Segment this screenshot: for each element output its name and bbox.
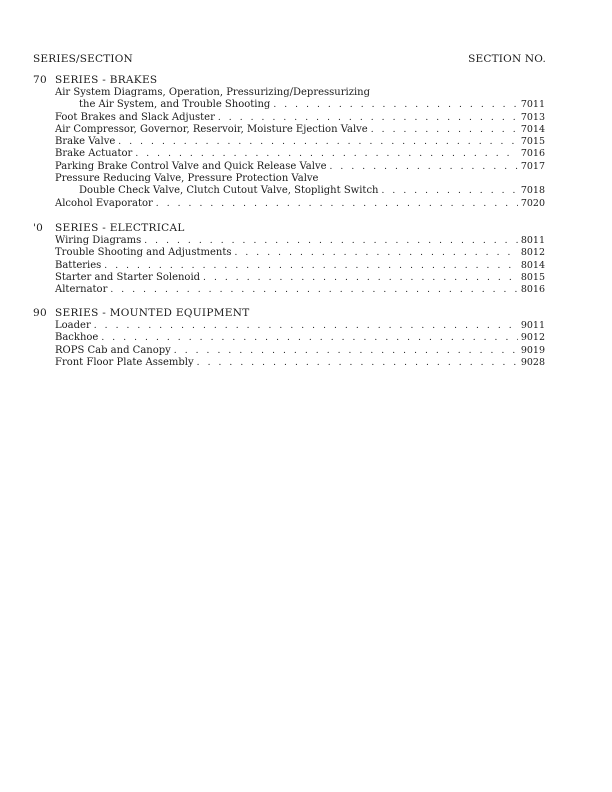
dot-leader xyxy=(273,99,517,111)
series-heading xyxy=(33,221,545,235)
toc-entry-label: Air Compressor, Governor, Reservoir, Moisture Ejection Valve xyxy=(55,123,368,135)
toc-entry xyxy=(33,235,545,247)
series-title: SERIES - BRAKES xyxy=(55,74,158,86)
dot-leader xyxy=(218,112,518,124)
dot-leader xyxy=(382,185,518,197)
column-header-section-no: SECTION NO. xyxy=(468,53,546,65)
toc-entry-section-number: 8011 xyxy=(520,235,545,246)
series-heading xyxy=(33,73,545,87)
series-number: 70 xyxy=(33,74,47,86)
toc-entry-label: Brake Actuator xyxy=(55,148,133,160)
dot-leader xyxy=(371,124,518,136)
toc-entry xyxy=(33,247,545,259)
toc-entry-label: Front Floor Plate Assembly xyxy=(55,356,194,368)
toc-entry-label: Alternator xyxy=(55,284,108,296)
column-header-series-section: SERIES/SECTION xyxy=(33,53,133,65)
series-brakes xyxy=(33,73,545,210)
series-number: '0 xyxy=(33,222,44,234)
toc-entry xyxy=(33,332,545,344)
series-title: SERIES - ELECTRICAL xyxy=(55,222,185,234)
toc-entry-section-number: 9012 xyxy=(520,332,545,344)
dot-leader xyxy=(118,136,518,148)
toc-entry xyxy=(33,272,545,284)
toc-entry-label: Wiring Diagrams xyxy=(55,235,142,246)
toc-entry-section-number: 7018 xyxy=(520,185,545,197)
dot-leader xyxy=(174,345,518,357)
toc-entry xyxy=(33,148,545,160)
toc-entry-section-number: 7014 xyxy=(520,123,545,135)
toc-entry-section-number: 8014 xyxy=(520,259,545,271)
toc-entry-label: Brake Valve xyxy=(55,136,116,148)
toc-entry xyxy=(33,357,545,369)
toc-entry-label: Backhoe xyxy=(55,332,99,344)
toc-entry xyxy=(33,99,545,111)
dot-leader xyxy=(203,272,518,284)
toc-entry-label: Starter and Starter Solenoid xyxy=(55,271,201,283)
dot-leader xyxy=(94,320,518,332)
toc-entry xyxy=(33,185,545,197)
toc-entry-section-number: 9011 xyxy=(520,320,545,331)
toc-entry xyxy=(33,198,545,210)
toc-entry xyxy=(33,124,545,136)
toc-entry-section-number: 8016 xyxy=(520,284,545,296)
series-heading xyxy=(33,306,545,320)
toc-entry-section-number: 7016 xyxy=(520,148,545,160)
toc-entry-label: Alcohol Evaporator xyxy=(55,197,153,209)
toc-entry-label: Foot Brakes and Slack Adjuster xyxy=(55,111,215,123)
toc-entry-label: the Air System, and Trouble Shooting xyxy=(79,99,271,111)
dot-leader xyxy=(144,235,518,247)
toc-entry-section-number: 7013 xyxy=(520,111,545,123)
toc-entry xyxy=(33,345,545,357)
toc-entry-section-number: 7015 xyxy=(520,136,545,148)
toc-entry-section-number: 7011 xyxy=(520,99,545,111)
toc-entry-section-number: 8015 xyxy=(520,271,545,283)
dot-leader xyxy=(104,260,518,272)
dot-leader xyxy=(330,161,518,173)
toc-entry-label: Trouble Shooting and Adjustments xyxy=(55,247,232,259)
toc-entry-label: ROPS Cab and Canopy xyxy=(55,344,171,356)
series-mounted-equipment xyxy=(33,306,545,369)
toc-entry-label: Loader xyxy=(55,320,91,331)
toc-entry-continued-line: Pressure Reducing Valve, Pressure Protection Valve xyxy=(55,173,319,185)
toc-entry xyxy=(33,161,545,173)
series-title: SERIES - MOUNTED EQUIPMENT xyxy=(55,307,250,319)
dot-leader xyxy=(156,198,518,210)
dot-leader xyxy=(101,332,517,344)
toc-entry xyxy=(33,260,545,272)
toc-entry-section-number: 9028 xyxy=(520,356,545,368)
toc-entry xyxy=(33,112,545,124)
toc-entry-section-number: 8012 xyxy=(520,247,545,259)
dot-leader xyxy=(197,357,518,369)
toc-entry-label: Batteries xyxy=(55,259,102,271)
series-number: 90 xyxy=(33,307,47,319)
toc-entry-section-number: 7020 xyxy=(520,197,545,209)
toc-entry xyxy=(33,284,545,296)
dot-leader xyxy=(110,284,517,296)
toc-entry-section-number: 9019 xyxy=(520,344,545,356)
toc-entry-label: Double Check Valve, Clutch Cutout Valve, Stoplight Switch xyxy=(79,185,379,197)
toc-entry-label: Parking Brake Control Valve and Quick Release Valve xyxy=(55,160,327,172)
toc-entry-section-number: 7017 xyxy=(520,160,545,172)
series-electrical xyxy=(33,221,545,296)
toc-entry xyxy=(33,320,545,332)
dot-leader xyxy=(234,247,517,259)
dot-leader xyxy=(135,148,518,160)
toc-entry-continued-line: Air System Diagrams, Operation, Pressurizing/Depressurizing xyxy=(55,87,371,98)
toc-entry xyxy=(33,136,545,148)
